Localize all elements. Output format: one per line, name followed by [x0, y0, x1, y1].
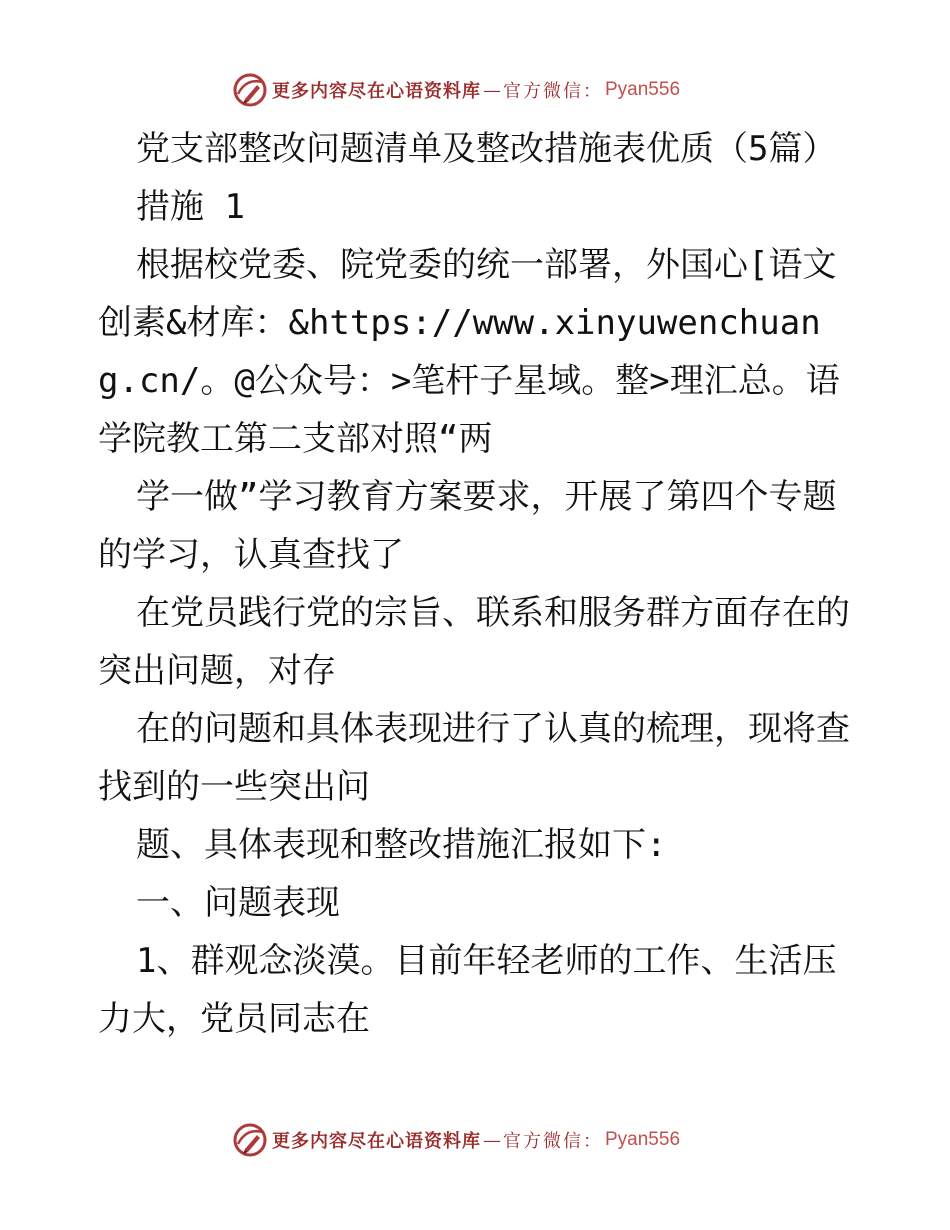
document-body [98, 120, 858, 1048]
banner-wechat-id: Pyan556 [605, 1129, 681, 1150]
header-banner [232, 70, 680, 110]
banner-separator: — [483, 1129, 501, 1151]
paragraph: 在党员践行党的宗旨、联系和服务群方面存在的突出问题，对存 [98, 593, 850, 691]
banner-brand-text: 更多内容尽在心语资料库 [272, 81, 481, 102]
document-title: 党支部整改问题清单及整改措施表优质（5篇） [136, 129, 837, 169]
subheading: 一、问题表现 [136, 883, 340, 923]
pen-in-circle-logo-icon [232, 72, 268, 108]
banner-wechat-label: 官方微信： [503, 81, 603, 102]
banner-separator: — [483, 79, 501, 101]
section-heading: 措施 1 [136, 187, 245, 227]
paragraph: 根据校党委、院党委的统一部署，外国心[语文创素&材库：&https://www.xinyuwenchuang.cn/。@公众号：>笔杆子星域。整>理汇总。语学院教工第二支部对照“两 [98, 245, 840, 459]
banner-brand-text: 更多内容尽在心语资料库 [272, 1131, 481, 1152]
paragraph: 在的问题和具体表现进行了认真的梳理，现将查找到的一些突出问 [98, 709, 850, 807]
paragraph: 学一做”学习教育方案要求，开展了第四个专题的学习，认真查找了 [98, 477, 837, 575]
paragraph: 题、具体表现和整改措施汇报如下: [136, 825, 667, 865]
pen-in-circle-logo-icon [232, 1122, 268, 1158]
footer-banner [232, 1120, 680, 1160]
paragraph: 1、群观念淡漠。目前年轻老师的工作、生活压力大，党员同志在 [98, 941, 837, 1039]
banner-wechat-label: 官方微信： [503, 1131, 603, 1152]
banner-wechat-id: Pyan556 [605, 79, 681, 100]
